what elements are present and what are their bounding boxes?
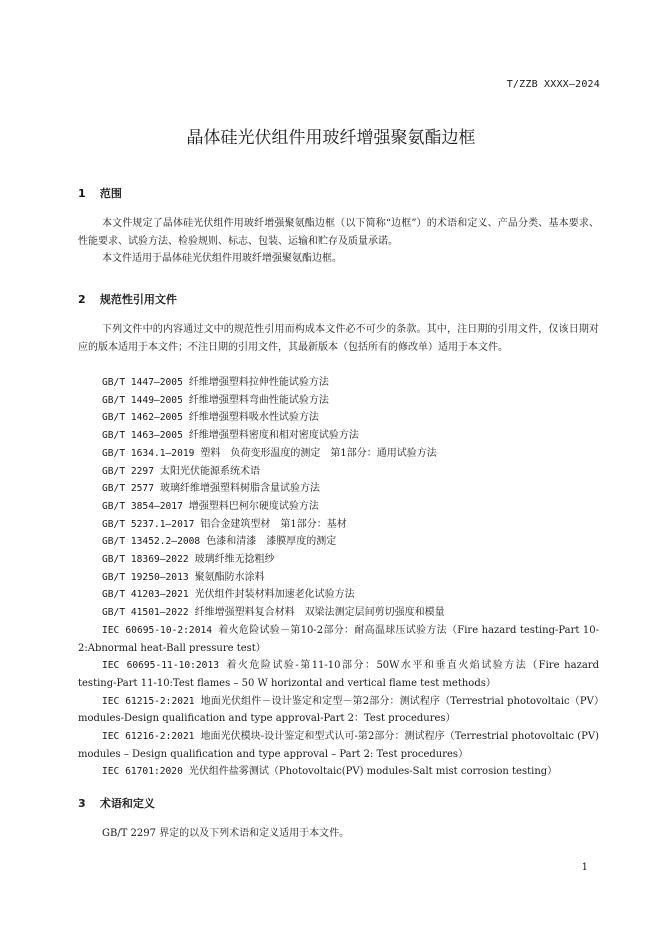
section-2-heading	[78, 291, 177, 307]
reference-title: 太阳光伏能源系统术语	[159, 465, 260, 477]
reference-title: 纤维增强塑料弯曲性能试验方法	[188, 394, 329, 406]
reference-title: 光伏组件封装材料加速老化试验方法	[194, 589, 355, 601]
reference-code: GB/T 41501—2022	[102, 607, 189, 619]
section-1-title: 范围	[99, 187, 122, 200]
reference-title: 聚氨酯防水涂料	[194, 571, 265, 583]
reference-title: 地面光伏组件－设计鉴定和定型－第2部分：测试程序（Terrestrial photovoltaic（PV）modules-Design qualification and type approval-Part 2：Test procedures）	[78, 695, 599, 725]
reference-item	[78, 463, 599, 481]
normative-refs-intro: 下列文件中的内容通过文中的规范性引用而构成本文件必不可少的条款。其中，注日期的引用文件，仅该日期对应的版本适用于本文件；不注日期的引用文件，其最新版本（包括所有的修改单）适用于本文件。	[78, 324, 599, 353]
section-1-heading	[78, 185, 122, 201]
reference-item	[78, 533, 599, 551]
reference-title: 纤维增强塑料复合材料 双梁法测定层间剪切强度和模量	[194, 607, 445, 619]
reference-code: GB/T 1463—2005	[102, 430, 183, 442]
reference-item	[78, 392, 599, 410]
reference-item	[78, 480, 599, 498]
page-number: 1	[581, 862, 588, 873]
reference-item	[78, 445, 599, 463]
reference-title: 色漆和清漆 漆膜厚度的测定	[206, 536, 337, 548]
reference-item	[78, 586, 599, 604]
reference-item	[78, 498, 599, 516]
reference-item	[78, 622, 599, 657]
reference-title: 玻璃纤维无捻粗纱	[194, 554, 275, 566]
reference-item	[78, 427, 599, 445]
section-2-title: 规范性引用文件	[99, 293, 177, 306]
reference-code: IEC 61215-2:2021	[102, 695, 195, 707]
reference-title: 地面光伏模块-设计鉴定和型式认可-第2部分：测试程序（Terrestrial photovoltaic (PV) modules – Design qualification and type approval – Part 2: Test procedures）	[78, 731, 600, 760]
reference-item	[78, 604, 599, 622]
reference-code: GB/T 1462—2005	[102, 412, 183, 424]
reference-code: IEC 61701:2020	[102, 766, 183, 778]
scope-paragraph-2: 本文件适用于晶体硅光伏组件用玻纤增强聚氨酯边框。	[102, 253, 342, 264]
reference-code: GB/T 5237.1—2017	[102, 518, 195, 530]
terms-paragraph: GB/T 2297 界定的以及下列术语和定义适用于本文件。	[102, 828, 350, 839]
reference-item	[78, 409, 599, 427]
reference-title: 着火危险试验－第10-2部分：耐高温球压试验方法（Fire hazard testing-Part 10-2:Abnormal heat-Ball pressure test）	[78, 624, 599, 654]
reference-item	[78, 516, 599, 534]
section-3-title: 术语和定义	[99, 797, 155, 810]
reference-code: IEC 60695-10-2:2014	[102, 624, 213, 636]
reference-title: 纤维增强塑料密度和相对密度试验方法	[188, 430, 359, 442]
reference-code: GB/T 3854—2017	[102, 500, 183, 512]
reference-item	[78, 693, 599, 728]
reference-title: 纤维增强塑料吸水性试验方法	[188, 412, 319, 424]
reference-code: GB/T 2577	[102, 483, 154, 495]
reference-code: GB/T 13452.2—2008	[102, 536, 201, 548]
reference-code: IEC 61216-2:2021	[102, 731, 195, 743]
reference-title: 着火危险试验-第11-10部分：50W水平和垂直火焰试验方法（Fire hazard testing-Part 11-10:Test flames – 50 W horizontal and vertical flame test methods）	[78, 660, 599, 689]
standard-code: T/ZZB XXXX—2024	[506, 79, 600, 90]
reference-title: 玻璃纤维增强塑料树脂含量试验方法	[159, 483, 320, 495]
reference-item	[78, 551, 599, 569]
reference-item	[78, 374, 599, 392]
reference-code: GB/T 2297	[102, 465, 154, 477]
reference-code: GB/T 1447—2005	[102, 377, 183, 388]
reference-item	[78, 763, 599, 781]
reference-code: GB/T 18369—2022	[102, 554, 189, 566]
section-2-number: 2	[78, 293, 86, 306]
reference-title: 塑料 负荷变形温度的测定 第1部分：通用试验方法	[200, 447, 437, 459]
reference-code: GB/T 41203—2021	[102, 589, 189, 601]
reference-item	[78, 569, 599, 587]
scope-paragraph-1: 本文件规定了晶体硅光伏组件用玻纤增强聚氨酯边框（以下简称“边框”）的术语和定义、产品分类、基本要求、性能要求、试验方法、检验规则、标志、包装、运输和贮存及质量承诺。	[78, 218, 599, 247]
reference-title: 光伏组件盐雾测试（Photovoltaic(PV) modules-Salt mist corrosion testing）	[188, 766, 558, 778]
reference-title: 增强塑料巴柯尔硬度试验方法	[188, 500, 319, 512]
reference-code: GB/T 1449—2005	[102, 394, 183, 406]
normative-reference-list	[78, 374, 599, 781]
section-3-number: 3	[78, 797, 86, 810]
reference-item	[78, 657, 599, 692]
reference-title: 纤维增强塑料拉伸性能试验方法	[188, 377, 329, 388]
reference-title: 铝合金建筑型材 第1部分：基材	[200, 518, 347, 530]
reference-code: GB/T 19250—2013	[102, 571, 189, 583]
reference-code: GB/T 1634.1—2019	[102, 447, 195, 459]
reference-code: IEC 60695-11-10:2013	[102, 660, 219, 672]
document-title: 晶体硅光伏组件用玻纤增强聚氨酯边框	[186, 128, 476, 148]
reference-item	[78, 728, 599, 763]
section-1-number: 1	[78, 187, 86, 200]
section-3-heading	[78, 795, 155, 811]
